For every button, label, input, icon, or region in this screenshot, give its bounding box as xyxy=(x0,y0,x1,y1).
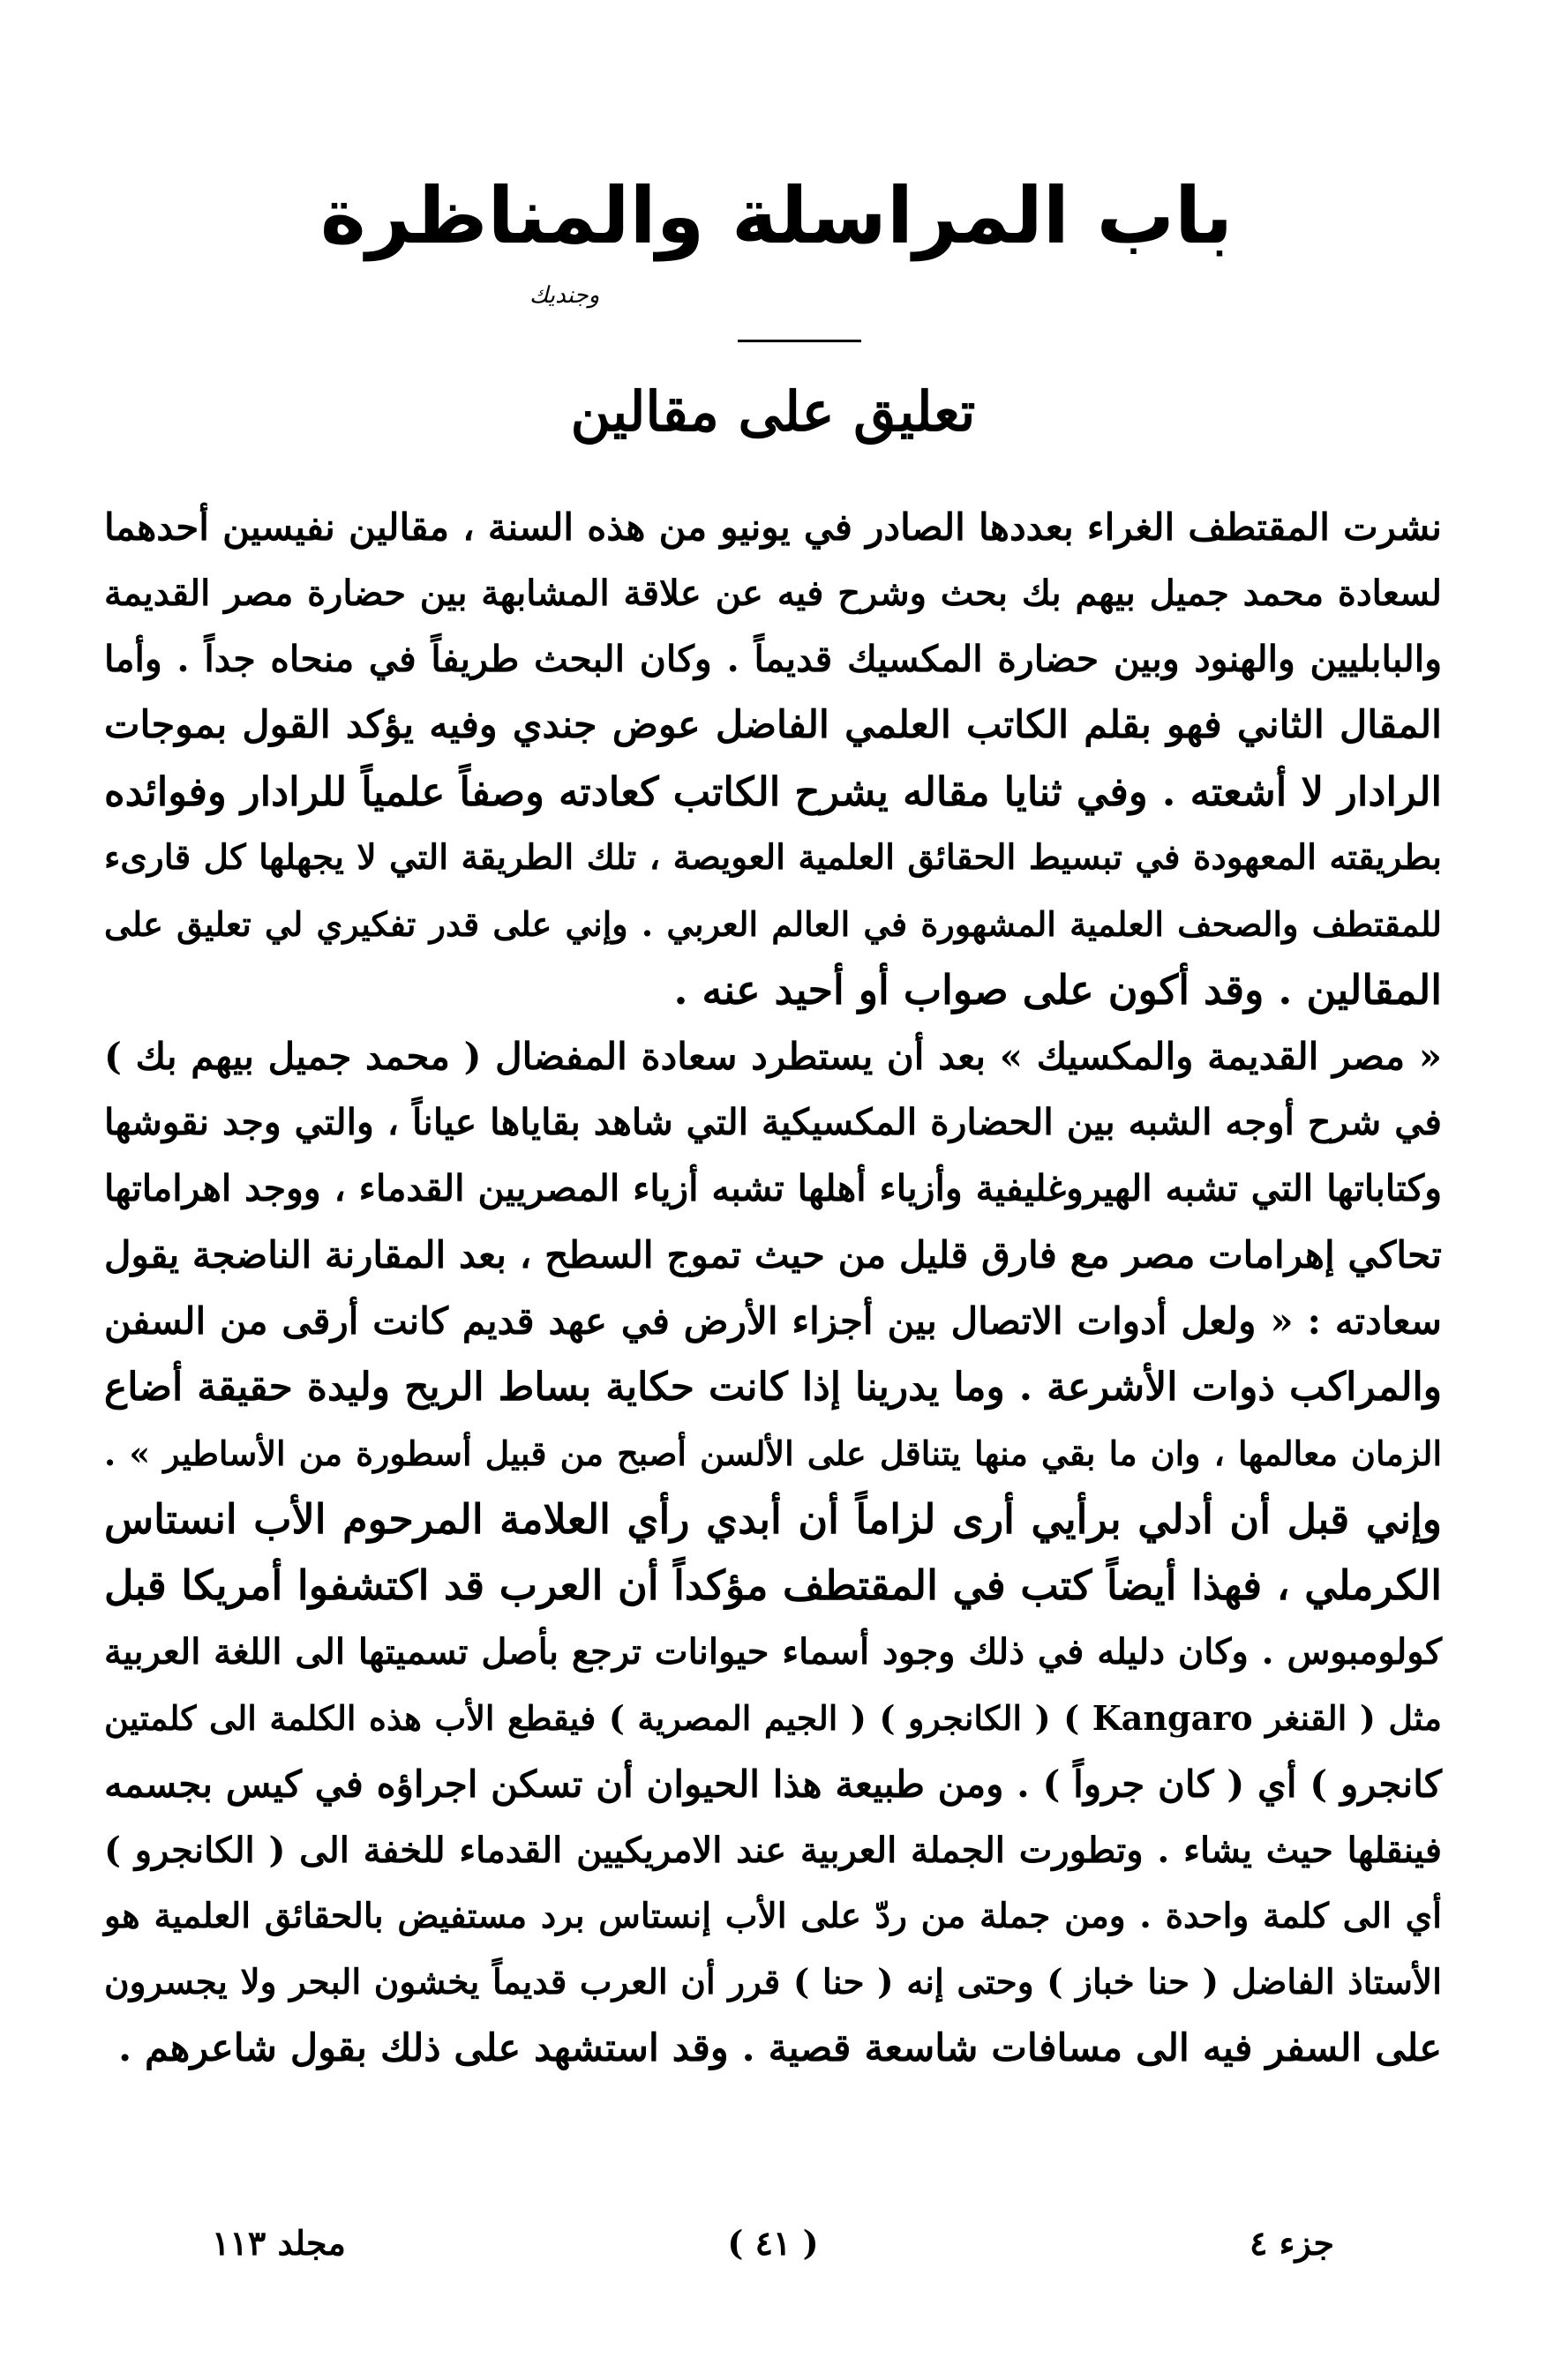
issue-number: جزء ٤ xyxy=(1250,2223,1334,2263)
text-line: سعادته : « ولعل أدوات الاتصال بين أجزاء الأرض في عهد قديم كانت أرقى من السفن xyxy=(104,1299,1442,1343)
page-number: ( ٤١ ) xyxy=(727,2223,819,2263)
text-line: لسعادة محمد جميل بيهم بك بحث وشرح فيه عن علاقة المشابهة بين حضارة مصر القديمة xyxy=(104,573,1442,614)
text-line: المقالين . وقد أكون على صواب أو أحيد عنه . xyxy=(673,966,1442,1014)
text-line: كولومبوس . وكان دليله في ذلك وجود أسماء حيوانات ترجع بأصل تسميتها الى اللغة العربية xyxy=(104,1631,1442,1673)
text-line: والبابليين والهنود وبين حضارة المكسيك قديماً . وكان البحث طريفاً في منحاه جداً . وأما xyxy=(104,638,1442,680)
text-line: « مصر القديمة والمكسيك » بعد أن يستطرد سعادة المفضال ( محمد جميل بيهم بك ) xyxy=(104,1035,1442,1078)
text-line: على السفر فيه الى مسافات شاسعة قصية . وقد استشهد على ذلك بقول شاعرهم . xyxy=(118,2026,1442,2070)
text-line: للمقتطف والصحف العلمية المشهورة في العالم العربي . وإني على قدر تفكيري لي تعليق على xyxy=(104,904,1442,944)
section-banner xyxy=(318,84,1235,348)
text-line: فينقلها حيث يشاء . وتطورت الجملة العربية عند الامريكيين القدماء للخفة الى ( الكانجرو ) xyxy=(104,1830,1442,1871)
text-line: المقال الثاني فهو بقلم الكاتب العلمي الفاضل عوض جندي وفيه يؤكد القول بموجات xyxy=(104,703,1442,747)
text-line: كانجرو ) أي ( كان جرواً ) . ومن طبيعة هذا الحيوان أن تسكن اجراؤه في كيس بجسمه xyxy=(104,1763,1442,1806)
banner-title: باب المراسلة والمناظرة xyxy=(319,170,1234,261)
text-line: نشرت المقتطف الغراء بعددها الصادر في يونيو من هذه السنة ، مقالين نفيسين أحدهما xyxy=(104,505,1442,549)
banner-subtitle: وجنديك xyxy=(529,282,600,309)
text-line: الأستاذ الفاضل ( حنا خباز ) وحتى إنه ( حنا ) قرر أن العرب قديماً يخشون البحر ولا يجسرون xyxy=(104,1962,1442,2002)
text-line: في شرح أوجه الشبه بين الحضارة المكسيكية التي شاهد بقاياها عياناً ، والتي وجد نقوشها xyxy=(104,1101,1442,1143)
page-footer xyxy=(0,2223,1546,2276)
text-line: والمراكب ذوات الأشرعة . وما يدرينا إذا كانت حكاية بساط الريح وليدة حقيقة أضاع xyxy=(104,1365,1442,1410)
text-line: مثل ( القنغر Kangaro ) ( الكانجرو ) ( الجيم المصرية ) فيقطع الأب هذه الكلمة الى كلمتين xyxy=(104,1698,1442,1738)
text-line: الزمان معالمها ، وان ما بقي منها يتناقل على الألسن أصبح من قبيل أسطورة من الأساطير » . xyxy=(104,1433,1442,1473)
title-divider xyxy=(738,340,861,342)
text-line: الكرملي ، فهذا أيضاً كتب في المقتطف مؤكداً أن العرب قد اكتشفوا أمريكا قبل xyxy=(104,1561,1442,1609)
article-title: تعليق على مقالين xyxy=(570,379,976,444)
volume-number: مجلد ١١٣ xyxy=(212,2223,346,2263)
text-line: وكتاباتها التي تشبه الهيروغليفية وأزياء أهلها تشبه أزياء المصريين القدماء ، ووجد اهراماتها xyxy=(104,1167,1442,1209)
text-line: بطريقته المعهودة في تبسيط الحقائق العلمية العويصة ، تلك الطريقة التي لا يجهلها كل قارىء xyxy=(104,837,1442,878)
text-line: الرادار لا أشعته . وفي ثنايا مقاله يشرح الكاتب كعادته وصفاً علمياً للرادار وفوائده xyxy=(104,768,1442,815)
article-body xyxy=(104,494,1442,2082)
text-line: تحاكي إهرامات مصر مع فارق قليل من حيث تموج السطح ، بعد المقارنة الناضجة يقول xyxy=(104,1233,1442,1276)
text-line: وإني قبل أن أدلي برأيي أرى لزاماً أن أبدي رأي العلامة المرحوم الأب انستاس xyxy=(104,1495,1442,1543)
text-line: أي الى كلمة واحدة . ومن جملة من ردّ على الأب إنستاس برد مستفيض بالحقائق العلمية هو xyxy=(104,1896,1442,1936)
